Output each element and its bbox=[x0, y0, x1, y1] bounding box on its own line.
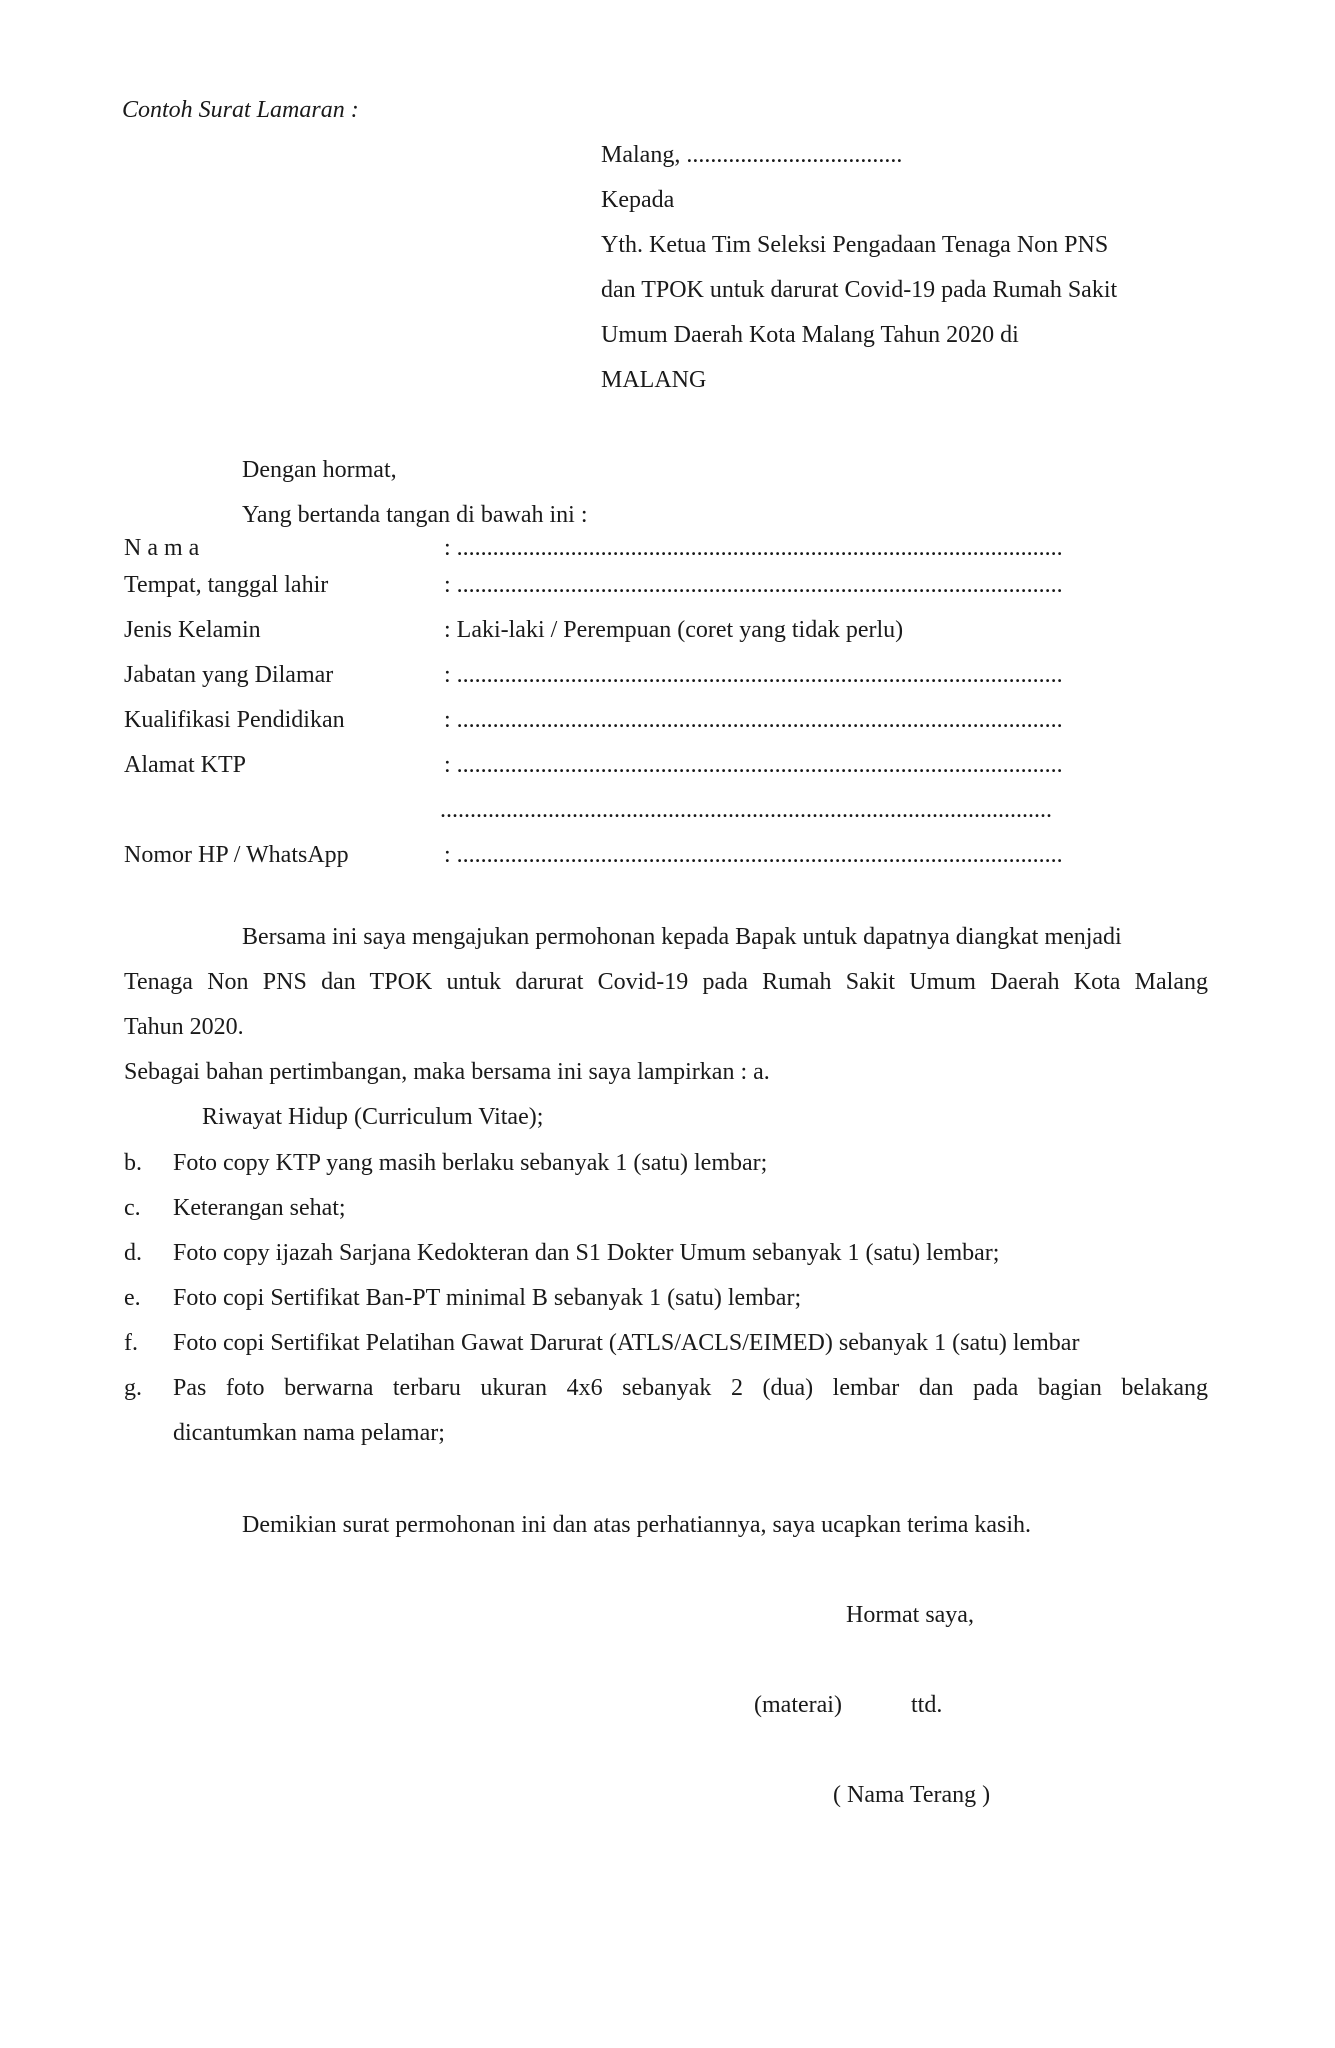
list-item-continuation: dicantumkan nama pelamar; bbox=[173, 1420, 445, 1446]
signature-ttd: ttd. bbox=[911, 1692, 943, 1718]
list-marker: g. bbox=[124, 1375, 142, 1401]
field-value-nomor-hp: : ..................................................................................................... bbox=[444, 842, 1063, 868]
field-label-jabatan: Jabatan yang Dilamar bbox=[124, 662, 334, 688]
list-item: Foto copi Sertifikat Pelatihan Gawat Darurat (ATLS/ACLS/EIMED) sebanyak 1 (satu) lembar bbox=[173, 1330, 1080, 1356]
list-marker: d. bbox=[124, 1240, 142, 1266]
field-label-alamat-ktp: Alamat KTP bbox=[124, 752, 246, 778]
place-date: Malang, .................................... bbox=[601, 142, 903, 168]
body-paragraph-line: Bersama ini saya mengajukan permohonan kepada Bapak untuk dapatnya diangkat menjadi bbox=[242, 924, 1122, 950]
list-item: Foto copy ijazah Sarjana Kedokteran dan S1 Dokter Umum sebanyak 1 (satu) lembar; bbox=[173, 1240, 1000, 1266]
list-marker: f. bbox=[124, 1330, 138, 1356]
field-label-tempat-tanggal-lahir: Tempat, tanggal lahir bbox=[124, 572, 329, 598]
field-value-alamat-continuation: ...................................................................................................... bbox=[440, 797, 1052, 823]
signature-materai: (materai) bbox=[754, 1692, 842, 1718]
attachment-item-a: Riwayat Hidup (Curriculum Vitae); bbox=[202, 1104, 544, 1130]
body-paragraph-line: Tahun 2020. bbox=[124, 1014, 244, 1040]
field-label-kualifikasi: Kualifikasi Pendidikan bbox=[124, 707, 345, 733]
field-value-nama: : ..................................................................................................... bbox=[444, 535, 1063, 561]
letter-heading: Contoh Surat Lamaran : bbox=[122, 97, 359, 123]
closing-line: Demikian surat permohonan ini dan atas perhatiannya, saya ucapkan terima kasih. bbox=[242, 1512, 1032, 1538]
signature-name: ( Nama Terang ) bbox=[833, 1782, 991, 1808]
recipient-line: Yth. Ketua Tim Seleksi Pengadaan Tenaga Non PNS bbox=[601, 232, 1109, 258]
attachment-intro: Sebagai bahan pertimbangan, maka bersama ini saya lampirkan : a. bbox=[124, 1059, 770, 1085]
list-item: Pas foto berwarna terbaru ukuran 4x6 sebanyak 2 (dua) lembar dan pada bagian belakang bbox=[173, 1375, 1208, 1401]
list-marker: c. bbox=[124, 1195, 141, 1221]
recipient-kepada: Kepada bbox=[601, 187, 675, 213]
list-marker: b. bbox=[124, 1150, 142, 1176]
list-marker: e. bbox=[124, 1285, 141, 1311]
recipient-line: dan TPOK untuk darurat Covid-19 pada Rumah Sakit bbox=[601, 277, 1118, 303]
field-label-nomor-hp: Nomor HP / WhatsApp bbox=[124, 842, 349, 868]
salutation: Dengan hormat, bbox=[242, 457, 397, 483]
field-value-jabatan: : ..................................................................................................... bbox=[444, 662, 1063, 688]
body-paragraph-line: Tenaga Non PNS dan TPOK untuk darurat Covid-19 pada Rumah Sakit Umum Daerah Kota Malang bbox=[124, 969, 1208, 995]
intro-line: Yang bertanda tangan di bawah ini : bbox=[242, 502, 588, 528]
field-value-jenis-kelamin: : Laki-laki / Perempuan (coret yang tidak perlu) bbox=[444, 617, 904, 643]
recipient-line: MALANG bbox=[601, 367, 707, 393]
recipient-line: Umum Daerah Kota Malang Tahun 2020 di bbox=[601, 322, 1019, 348]
field-value-kualifikasi: : ..................................................................................................... bbox=[444, 707, 1063, 733]
list-item: Foto copy KTP yang masih berlaku sebanyak 1 (satu) lembar; bbox=[173, 1150, 768, 1176]
field-label-jenis-kelamin: Jenis Kelamin bbox=[124, 617, 261, 643]
field-value-tempat-tanggal-lahir: : ..................................................................................................... bbox=[444, 572, 1063, 598]
signature-regards: Hormat saya, bbox=[846, 1602, 974, 1628]
field-value-alamat-ktp: : ..................................................................................................... bbox=[444, 752, 1063, 778]
list-item: Foto copi Sertifikat Ban-PT minimal B sebanyak 1 (satu) lembar; bbox=[173, 1285, 802, 1311]
field-label-nama: N a m a bbox=[124, 535, 200, 561]
list-item: Keterangan sehat; bbox=[173, 1195, 346, 1221]
